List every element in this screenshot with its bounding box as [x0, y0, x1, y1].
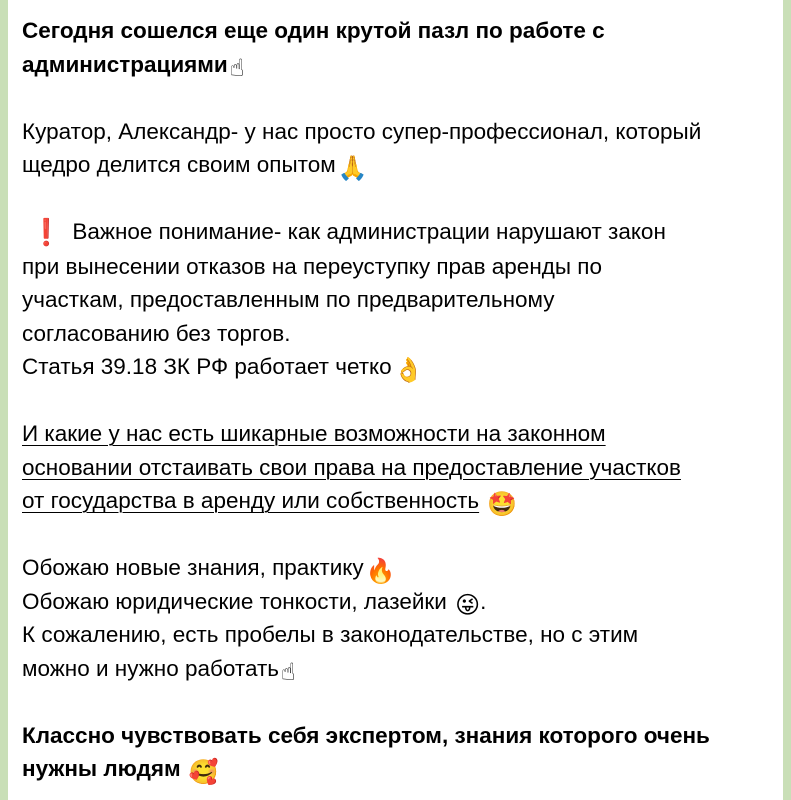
closing-text: нужны людям — [22, 756, 181, 781]
opportunity-paragraph — [22, 417, 769, 518]
closing-paragraph — [22, 719, 769, 786]
passion-paragraph — [22, 551, 769, 685]
curator-line: Куратор, Александр- у нас просто супер-профессионал, который — [22, 118, 702, 144]
opportunity-line — [22, 484, 769, 518]
fire-emoji-icon: 🔥 — [365, 558, 396, 585]
important-line: при вынесении отказов на переуступку прав аренды по — [22, 253, 602, 279]
message-bubble — [8, 0, 783, 800]
curator-paragraph — [22, 115, 769, 182]
opportunity-line: И какие у нас есть шикарные возможности на законном — [22, 421, 606, 446]
important-line — [22, 215, 769, 250]
important-paragraph — [22, 215, 769, 384]
gaps-line: К сожалению, есть пробелы в законодательстве, но с этим — [22, 622, 639, 647]
message-title — [22, 14, 769, 81]
love-knowledge-text: Обожаю новые знания, практику — [22, 555, 364, 580]
closing-line: Классно чувствовать себя экспертом, знания которого очень — [22, 722, 710, 748]
article-line — [22, 350, 769, 384]
curator-line — [22, 148, 769, 182]
article-text: Статья 39.18 ЗК РФ работает четко — [22, 354, 392, 379]
exclamation-icon: ❗ — [30, 217, 63, 247]
ok-hand-emoji-icon: 👌 — [393, 357, 424, 384]
zany-face-emoji-icon: 😜 — [455, 591, 481, 619]
title-line: Сегодня сошелся еще один крутой пазл по работе с — [22, 18, 605, 43]
opportunity-line: основании отстаивать свои права на предоставление участков — [22, 454, 681, 480]
opportunity-text: от государства в аренду или собственность — [22, 488, 480, 513]
title-text: администрациями — [22, 51, 228, 77]
love-knowledge-line — [22, 551, 769, 585]
smiling-hearts-emoji-icon: 🥰 — [188, 759, 219, 786]
love-legal-line — [22, 585, 769, 619]
title-line — [22, 48, 769, 82]
period-text: . — [480, 588, 487, 614]
important-line: участкам, предоставленным по предварительному — [22, 287, 555, 312]
pointing-up-emoji-icon: ☝ — [281, 658, 296, 686]
folded-hands-emoji-icon: 🙏 — [337, 155, 368, 182]
gaps-text: можно и нужно работать — [22, 655, 279, 681]
pointing-up-emoji-icon: ☝ — [229, 54, 245, 82]
star-struck-emoji-icon: 🤩 — [487, 491, 518, 518]
important-text: Важное понимание- как администрации нарушают закон — [72, 219, 666, 244]
curator-text: щедро делится своим опытом — [22, 152, 336, 177]
gaps-line — [22, 652, 769, 686]
important-line: согласованию без торгов. — [22, 320, 291, 346]
love-legal-text: Обожаю юридические тонкости, лазейки — [22, 588, 447, 614]
closing-line — [22, 752, 769, 786]
